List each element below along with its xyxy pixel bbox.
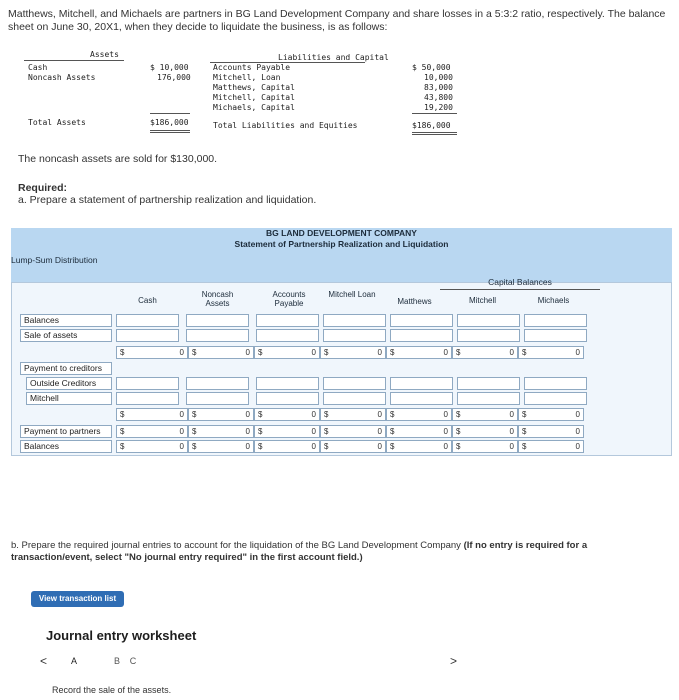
dollar-sign: $	[192, 410, 197, 419]
asset-cash-label: Cash	[28, 63, 48, 72]
dollar-sign: $	[324, 348, 329, 357]
dollar-sign: $	[120, 442, 125, 451]
statement-title: Statement of Partnership Realization and Liquidation	[234, 239, 449, 249]
dollar-sign: $	[522, 442, 527, 451]
subtotal2-michaels	[518, 408, 584, 421]
view-transaction-list-button[interactable]: View transaction list	[31, 591, 124, 607]
subtotal-mitchell	[452, 346, 518, 359]
zero-value: 0	[443, 410, 448, 419]
part-b-bold: (If no entry is required for a transaction/event, select "No journal entry required" in the first account field.)	[11, 540, 588, 563]
liab-double-rule	[412, 132, 457, 135]
dollar-sign: $	[522, 427, 527, 436]
tab-c[interactable]: C	[129, 656, 137, 666]
col-michaels: Michaels	[537, 296, 570, 305]
input-cell[interactable]	[390, 314, 453, 327]
liab-matthews-label: Matthews, Capital	[213, 83, 295, 92]
capital-balances-rule	[440, 289, 600, 290]
part-a-text: a. Prepare a statement of partnership realization and liquidation.	[18, 194, 317, 206]
assets-header: Assets	[90, 50, 119, 59]
zero-value: 0	[245, 348, 250, 357]
input-cell[interactable]	[256, 392, 319, 405]
dollar-sign: $	[456, 427, 461, 436]
subtotal-matthews	[386, 346, 452, 359]
row-sale-of-assets: Sale of assets	[20, 329, 112, 342]
dollar-sign: $	[258, 348, 263, 357]
required-label: Required:	[18, 182, 68, 194]
worksheet-pager	[30, 652, 460, 670]
input-cell[interactable]	[186, 377, 249, 390]
subtotal2-cash	[116, 408, 188, 421]
input-cell[interactable]	[323, 377, 386, 390]
row-balances: Balances	[20, 314, 112, 327]
input-cell[interactable]	[323, 329, 386, 342]
zero-value: 0	[377, 348, 382, 357]
asset-noncash-label: Noncash Assets	[28, 73, 96, 82]
asset-cash-value: $ 10,000	[150, 63, 189, 72]
zero-value: 0	[575, 348, 580, 357]
zero-value: 0	[245, 427, 250, 436]
zero-value: 0	[575, 410, 580, 419]
liab-mitchell-value: 43,800	[424, 93, 453, 102]
final-mitchell	[452, 440, 518, 453]
dollar-sign: $	[258, 410, 263, 419]
part-b-text: b. Prepare the required journal entries to account for the liquidation of the BG Land Development Company	[11, 540, 461, 551]
dollar-sign: $	[324, 442, 329, 451]
total-liab-label: Total Liabilities and Equities	[213, 121, 358, 130]
liab-loan-value: 10,000	[424, 73, 453, 82]
prev-arrow-icon[interactable]: <	[40, 654, 48, 668]
worksheet-note: Record the sale of the assets.	[52, 685, 172, 695]
dollar-sign: $	[192, 348, 197, 357]
dollar-sign: $	[456, 410, 461, 419]
partners-mitchell[interactable]	[452, 425, 518, 438]
zero-value: 0	[377, 410, 382, 419]
col-noncash: Noncash Assets	[201, 290, 234, 308]
dollar-sign: $	[192, 427, 197, 436]
liab-michaels-label: Michaels, Capital	[213, 103, 295, 112]
subtotal2-ap	[254, 408, 320, 421]
input-cell[interactable]	[323, 392, 386, 405]
final-matthews	[386, 440, 452, 453]
liab-loan-label: Mitchell, Loan	[213, 73, 281, 82]
dollar-sign: $	[120, 410, 125, 419]
input-cell[interactable]	[457, 314, 520, 327]
subtotal2-matthews	[386, 408, 452, 421]
problem-intro: Matthews, Mitchell, and Michaels are partners in BG Land Development Company and share losses in a 5:3:2 ratio, respectively. The balance sheet on June 30, 20X1, when they decide to liquidate the business, is as follows:	[8, 8, 666, 33]
dollar-sign: $	[522, 348, 527, 357]
zero-value: 0	[443, 427, 448, 436]
partners-noncash[interactable]	[188, 425, 254, 438]
dollar-sign: $	[120, 427, 125, 436]
dollar-sign: $	[390, 348, 395, 357]
zero-value: 0	[311, 427, 316, 436]
company-name: BG LAND DEVELOPMENT COMPANY	[266, 228, 417, 238]
zero-value: 0	[377, 442, 382, 451]
dollar-sign: $	[192, 442, 197, 451]
zero-value: 0	[509, 348, 514, 357]
assets-underline	[24, 60, 124, 61]
dollar-sign: $	[456, 442, 461, 451]
zero-value: 0	[509, 427, 514, 436]
final-loan	[320, 440, 386, 453]
liab-matthews-value: 83,000	[424, 83, 453, 92]
input-cell[interactable]	[524, 314, 587, 327]
input-cell[interactable]	[116, 377, 179, 390]
input-cell[interactable]	[457, 329, 520, 342]
dollar-sign: $	[324, 410, 329, 419]
input-cell[interactable]	[457, 392, 520, 405]
dollar-sign: $	[120, 348, 125, 357]
final-noncash	[188, 440, 254, 453]
subtitle-text: Lump-Sum Distribution	[11, 255, 98, 265]
asset-noncash-value: 176,000	[157, 73, 191, 82]
input-cell[interactable]	[457, 377, 520, 390]
input-cell[interactable]	[256, 377, 319, 390]
input-cell[interactable]	[186, 392, 249, 405]
asset-total-rule	[150, 113, 190, 114]
zero-value: 0	[179, 427, 184, 436]
final-cash	[116, 440, 188, 453]
subtotal-cash	[116, 346, 188, 359]
dollar-sign: $	[390, 442, 395, 451]
col-mitchell-loan: Mitchell Loan	[328, 290, 376, 299]
input-cell[interactable]	[390, 329, 453, 342]
zero-value: 0	[443, 348, 448, 357]
sale-text: The noncash assets are sold for $130,000.	[18, 153, 218, 165]
zero-value: 0	[311, 442, 316, 451]
row-payment-to-partners: Payment to partners	[20, 425, 112, 438]
zero-value: 0	[575, 427, 580, 436]
input-cell[interactable]	[116, 329, 179, 342]
input-cell[interactable]	[256, 314, 319, 327]
next-arrow-icon[interactable]: >	[450, 654, 458, 668]
capital-balances-label: Capital Balances	[488, 277, 552, 287]
dollar-sign: $	[522, 410, 527, 419]
input-cell[interactable]	[256, 329, 319, 342]
total-assets-value: $186,000	[150, 118, 189, 127]
subtotal2-loan	[320, 408, 386, 421]
zero-value: 0	[179, 410, 184, 419]
tab-b[interactable]: B	[113, 656, 120, 666]
total-liab-value: $186,000	[412, 121, 451, 130]
tab-a[interactable]: A	[70, 656, 77, 666]
dollar-sign: $	[390, 427, 395, 436]
row-payment-to-creditors: Payment to creditors	[20, 362, 112, 375]
total-assets-label: Total Assets	[28, 118, 86, 127]
worksheet-title: Journal entry worksheet	[46, 628, 197, 643]
subtotal-noncash	[188, 346, 254, 359]
input-cell[interactable]	[116, 392, 179, 405]
row-final-balances: Balances	[20, 440, 112, 453]
dollar-sign: $	[258, 442, 263, 451]
input-cell[interactable]	[390, 392, 453, 405]
input-cell[interactable]	[186, 329, 249, 342]
input-cell[interactable]	[524, 392, 587, 405]
zero-value: 0	[443, 442, 448, 451]
input-cell[interactable]	[524, 329, 587, 342]
dollar-sign: $	[456, 348, 461, 357]
zero-value: 0	[311, 410, 316, 419]
col-matthews: Matthews	[397, 297, 432, 306]
statement-header	[11, 228, 672, 282]
partners-matthews[interactable]	[386, 425, 452, 438]
zero-value: 0	[509, 442, 514, 451]
partners-cash[interactable]	[116, 425, 188, 438]
dollar-sign: $	[324, 427, 329, 436]
zero-value: 0	[377, 427, 382, 436]
row-outside-creditors: Outside Creditors	[26, 377, 112, 390]
partners-ap[interactable]	[254, 425, 320, 438]
subtotal-loan	[320, 346, 386, 359]
dollar-sign: $	[258, 427, 263, 436]
zero-value: 0	[245, 410, 250, 419]
zero-value: 0	[509, 410, 514, 419]
input-cell[interactable]	[390, 377, 453, 390]
zero-value: 0	[311, 348, 316, 357]
liab-michaels-value: 19,200	[424, 103, 453, 112]
zero-value: 0	[245, 442, 250, 451]
input-cell[interactable]	[116, 314, 179, 327]
part-b-instructions	[11, 540, 671, 564]
zero-value: 0	[179, 442, 184, 451]
subtotal2-mitchell	[452, 408, 518, 421]
partners-michaels[interactable]	[518, 425, 584, 438]
input-cell[interactable]	[186, 314, 249, 327]
row-mitchell: Mitchell	[26, 392, 112, 405]
col-accounts-payable: Accounts Payable	[272, 290, 306, 308]
input-cell[interactable]	[524, 377, 587, 390]
input-cell[interactable]	[323, 314, 386, 327]
statement-subtitle	[11, 255, 97, 266]
subtotal-ap	[254, 346, 320, 359]
col-mitchell: Mitchell	[468, 296, 497, 305]
liab-mitchell-label: Mitchell, Capital	[213, 93, 295, 102]
zero-value: 0	[575, 442, 580, 451]
zero-value: 0	[179, 348, 184, 357]
dollar-sign: $	[390, 410, 395, 419]
liab-total-rule	[412, 113, 457, 114]
liab-ap-label: Accounts Payable	[213, 63, 291, 72]
liab-ap-value: $ 50,000	[412, 63, 451, 72]
liabilities-header: Liabilities and Capital	[278, 53, 389, 62]
subtotal-michaels	[518, 346, 584, 359]
subtotal2-noncash	[188, 408, 254, 421]
final-michaels	[518, 440, 584, 453]
asset-double-rule	[150, 130, 190, 133]
final-ap	[254, 440, 320, 453]
partners-loan[interactable]	[320, 425, 386, 438]
col-cash: Cash	[138, 296, 157, 305]
